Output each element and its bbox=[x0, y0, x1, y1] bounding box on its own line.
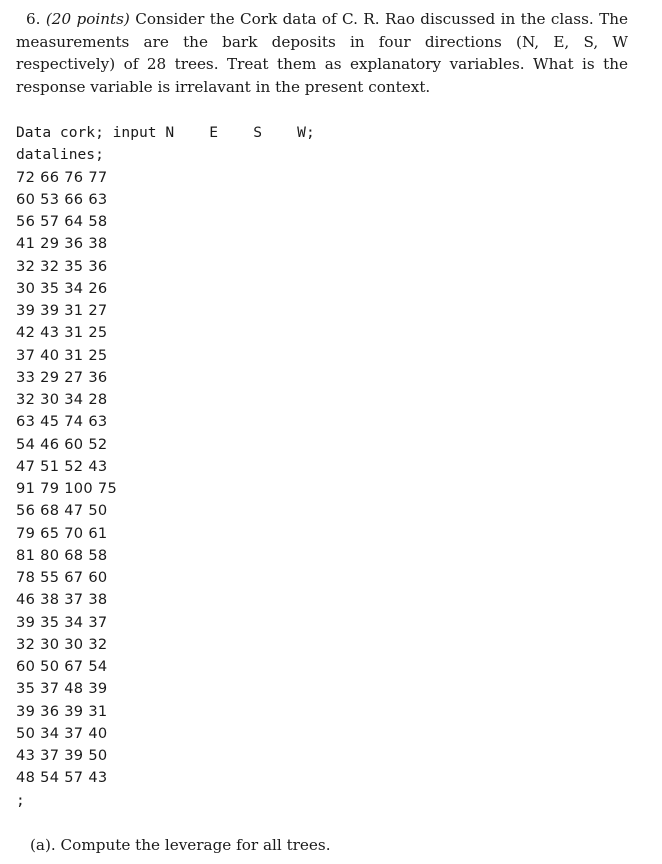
data-row: 91 79 100 75 bbox=[16, 480, 118, 497]
data-row: 37 40 31 25 bbox=[16, 346, 108, 364]
data-row: 60 53 66 63 bbox=[16, 190, 108, 208]
data-row: 79 65 70 61 bbox=[16, 524, 108, 542]
data-row: 47 51 52 43 bbox=[16, 457, 108, 475]
data-row: 56 57 64 58 bbox=[16, 213, 108, 230]
data-row: 43 37 39 50 bbox=[16, 747, 108, 764]
data-row: 39 35 34 37 bbox=[16, 613, 108, 631]
data-rows bbox=[16, 167, 315, 790]
problem-points: (20 points) bbox=[45, 10, 130, 28]
sas-code-block bbox=[16, 122, 315, 812]
data-row: 54 46 60 52 bbox=[16, 435, 108, 453]
problem-number: 6. bbox=[26, 10, 41, 28]
data-row: 30 35 34 26 bbox=[16, 279, 108, 297]
code-terminator: ; bbox=[16, 791, 25, 809]
data-row: 50 34 37 40 bbox=[16, 724, 108, 742]
data-row: 48 54 57 43 bbox=[16, 769, 108, 787]
data-row: 46 38 37 38 bbox=[16, 591, 108, 609]
data-row: 78 55 67 60 bbox=[16, 569, 108, 586]
data-row: 60 50 67 54 bbox=[16, 658, 108, 675]
data-row: 33 29 27 36 bbox=[16, 368, 108, 386]
data-row: 32 30 30 32 bbox=[16, 635, 108, 653]
subquestion-a: (a). Compute the leverage for all trees. bbox=[30, 836, 331, 854]
problem-text: Consider the Cork data of C. R. Rao discussed in the class. The measurements are the bark deposits in four directions (N, E, S, W respectively) of 28 trees. Treat them as explanatory variables. What is the response variable is irrelavant in the present context. bbox=[16, 10, 628, 96]
data-row: 32 32 35 36 bbox=[16, 257, 108, 275]
data-row: 41 29 36 38 bbox=[16, 235, 108, 253]
data-row: 39 39 31 27 bbox=[16, 302, 108, 319]
code-header: Data cork; input N E S W; bbox=[16, 124, 315, 141]
data-row: 56 68 47 50 bbox=[16, 502, 108, 520]
data-row: 39 36 39 31 bbox=[16, 702, 108, 720]
problem-statement bbox=[16, 8, 628, 98]
data-row: 42 43 31 25 bbox=[16, 324, 108, 342]
data-row: 35 37 48 39 bbox=[16, 680, 108, 698]
data-row: 81 80 68 58 bbox=[16, 546, 108, 564]
datalines-keyword: datalines; bbox=[16, 146, 104, 164]
data-row: 63 45 74 63 bbox=[16, 413, 108, 431]
data-row: 32 30 34 28 bbox=[16, 391, 108, 408]
data-row: 72 66 76 77 bbox=[16, 168, 108, 186]
